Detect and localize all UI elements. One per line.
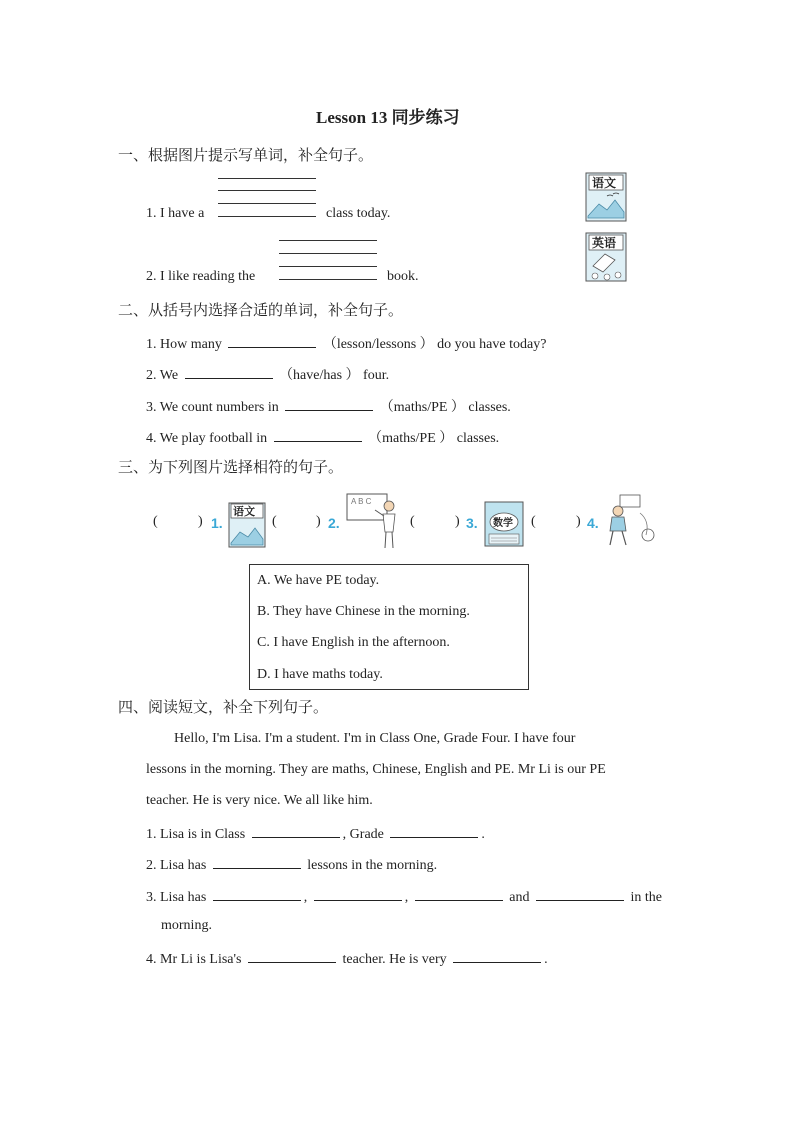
pic3-label: 数学 — [493, 518, 513, 529]
chinese-book-label: 语文 — [592, 176, 617, 190]
answer-blank[interactable] — [185, 364, 273, 379]
s4-q4-a: 4. Mr Li is Lisa's — [146, 952, 242, 967]
passage-line: teacher. He is very nice. We all like him. — [146, 793, 373, 808]
s2-q1-prefix: 1. How many — [146, 337, 222, 352]
s4-q1-c: . — [481, 827, 485, 842]
s2-q3-prefix: 3. We count numbers in — [146, 400, 279, 415]
answer-blank[interactable] — [248, 948, 336, 963]
answer-slot[interactable] — [422, 512, 452, 532]
s1-q2-suffix: book. — [387, 269, 419, 284]
s2-q2-prefix: 2. We — [146, 368, 179, 383]
section4-heading: 四、阅读短文，补全下列句子。 — [118, 698, 329, 716]
s4-q3-sep: , — [404, 890, 409, 905]
s4-q3-end: in the — [630, 890, 662, 905]
writing-line[interactable] — [218, 190, 316, 191]
s2-q2-suffix: （have/has ） four. — [279, 368, 390, 383]
answer-blank[interactable] — [274, 427, 362, 442]
option-a: A. We have PE today. — [257, 573, 380, 588]
s4-q3 — [146, 886, 662, 907]
english-book-label: 英语 — [592, 236, 617, 250]
item-number: 4. — [587, 515, 599, 531]
answer-blank[interactable] — [314, 886, 402, 901]
section3-heading: 三、为下列图片选择相符的句子。 — [118, 458, 344, 476]
writing-line[interactable] — [218, 178, 316, 179]
s4-q1 — [146, 823, 485, 844]
s2-q2 — [146, 364, 389, 385]
answer-blank[interactable] — [252, 823, 340, 838]
s4-q3-line2: morning. — [161, 918, 212, 933]
s4-q4-c: . — [544, 952, 548, 967]
item-number: 2. — [328, 515, 340, 531]
s4-q1-a: 1. Lisa is in Class — [146, 827, 246, 842]
answer-slot[interactable] — [165, 512, 195, 532]
option-c: C. I have English in the afternoon. — [257, 635, 450, 650]
writing-line[interactable] — [279, 240, 377, 241]
answer-paren-open: ( — [410, 514, 415, 529]
answer-blank[interactable] — [213, 886, 301, 901]
board-text: A B C — [351, 497, 372, 506]
answer-paren-close: ) — [198, 514, 203, 529]
answer-paren-close: ) — [455, 514, 460, 529]
page-title: Lesson 13 同步练习 — [316, 108, 460, 127]
s2-q1-suffix: （lesson/lessons ） do you have today? — [322, 337, 547, 352]
answer-blank[interactable] — [390, 823, 478, 838]
s2-q4 — [146, 427, 499, 448]
passage-line: lessons in the morning. They are maths, Chinese, English and PE. Mr Li is our PE — [146, 762, 606, 777]
writing-line[interactable] — [279, 266, 377, 267]
s4-q4-b: teacher. He is very — [342, 952, 447, 967]
s4-q3-a: 3. Lisa has — [146, 890, 207, 905]
s4-q4 — [146, 948, 548, 969]
writing-line[interactable] — [279, 253, 377, 254]
option-b: B. They have Chinese in the morning. — [257, 604, 470, 619]
s1-q1-suffix: class today. — [326, 206, 391, 221]
answer-slot[interactable] — [543, 512, 573, 532]
answer-blank[interactable] — [453, 948, 541, 963]
answer-paren-open: ( — [272, 514, 277, 529]
answer-blank[interactable] — [536, 886, 624, 901]
s1-q2-prefix: 2. I like reading the — [146, 269, 256, 284]
s4-q2-b: lessons in the morning. — [307, 858, 438, 873]
answer-blank[interactable] — [285, 396, 373, 411]
s4-q2-a: 2. Lisa has — [146, 858, 207, 873]
answer-blank[interactable] — [415, 886, 503, 901]
s2-q4-suffix: （maths/PE ） classes. — [368, 431, 500, 446]
s4-q1-b: , Grade — [342, 827, 384, 842]
passage-line: Hello, I'm Lisa. I'm a student. I'm in Class One, Grade Four. I have four — [174, 731, 576, 746]
s2-q1 — [146, 333, 546, 354]
writing-line[interactable] — [279, 279, 377, 280]
pe-student-icon — [604, 493, 658, 549]
section2-heading: 二、从括号内选择合适的单词，补全句子。 — [118, 301, 404, 319]
item-number: 1. — [211, 515, 223, 531]
answer-slot[interactable] — [284, 512, 314, 532]
answer-paren-close: ) — [576, 514, 581, 529]
pic1-label: 语文 — [233, 505, 255, 518]
option-d: D. I have maths today. — [257, 667, 383, 682]
writing-line[interactable] — [218, 203, 316, 204]
s2-q3-suffix: （maths/PE ） classes. — [379, 400, 511, 415]
section1-heading: 一、根据图片提示写单词，补全句子。 — [118, 146, 374, 164]
s4-q2 — [146, 854, 437, 875]
answer-paren-open: ( — [531, 514, 536, 529]
answer-blank[interactable] — [228, 333, 316, 348]
s4-q3-sep: , — [303, 890, 308, 905]
answer-paren-close: ) — [316, 514, 321, 529]
writing-line[interactable] — [218, 216, 316, 217]
s1-q1-prefix: 1. I have a — [146, 206, 205, 221]
answer-paren-open: ( — [153, 514, 158, 529]
s2-q4-prefix: 4. We play football in — [146, 431, 268, 446]
s4-q3-and: and — [509, 890, 530, 905]
item-number: 3. — [466, 515, 478, 531]
s2-q3 — [146, 396, 511, 417]
answer-blank[interactable] — [213, 854, 301, 869]
